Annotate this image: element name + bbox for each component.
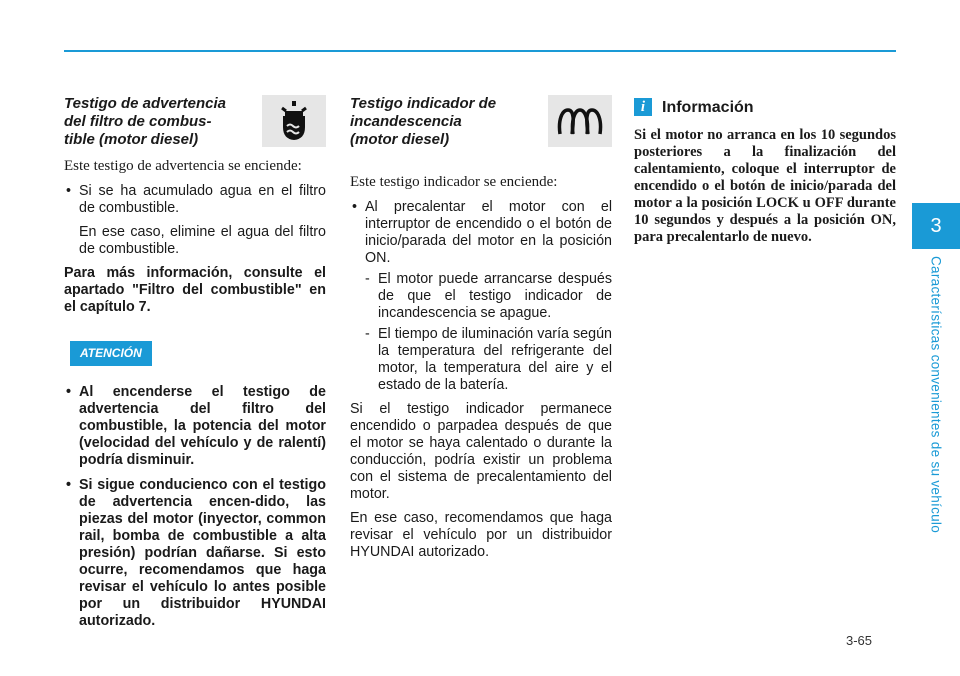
info-title: Información: [662, 98, 754, 116]
caution-label: ATENCIÓN: [70, 341, 152, 366]
title-line: incandescencia: [350, 113, 462, 130]
chapter-number: 3: [930, 214, 942, 237]
caution-bullet: • Al encenderse el testigo de advertencia del filtro del combustible, la potencia del motor (velocidad del vehículo y de ralentí) podría disminuir.: [64, 384, 326, 469]
intro-text: Este testigo de advertencia se enciende:: [64, 158, 302, 174]
section-heading: [350, 95, 612, 147]
paragraph: En ese caso, recomendamos que haga revisar el vehículo por un distribuidor HYUNDAI autorizado.: [350, 510, 612, 560]
section-title: [350, 95, 528, 149]
title-line: del filtro de combus-: [64, 113, 212, 130]
section-heading: [64, 95, 326, 147]
fuel-filter-section: [64, 95, 326, 630]
glow-plug-section: [350, 95, 612, 561]
bullet-item: • Si se ha acumulado agua en el filtro de combustible.: [64, 183, 326, 217]
header-rule: [64, 50, 896, 52]
reference-note: Para más información, consulte el apartado "Filtro del combustible" en el capítulo 7.: [64, 265, 326, 315]
chapter-tab: [912, 203, 960, 249]
title-line: tible (motor diesel): [64, 131, 199, 148]
bullet-item: • Al precalentar el motor con el interruptor de encendido o el botón de inicio/parada del motor en la posición ON.: [350, 199, 612, 267]
info-body: Si el motor no arranca en los 10 segundos posteriores a la finalización del calentamiento, coloque el interruptor de encendido o el botón de inicio/parada del motor a la posición LOCK u OFF durante 10 segundos y después a la posición ON, para precalentarlo de nuevo.: [634, 127, 896, 245]
title-line: (motor diesel): [350, 131, 450, 148]
sub-paragraph: En ese caso, elimine el agua del filtro de combustible.: [79, 224, 326, 257]
info-icon: i: [634, 98, 652, 116]
paragraph: Si el testigo indicador permanece encendido o parpadea después de que el motor se haya calentado o durante la conducción, podría existir un problema con el sistema de precalentamiento del motor.: [350, 401, 612, 502]
chapter-title: Características convenientes de su vehículo: [928, 256, 944, 534]
glow-plug-icon: [548, 95, 612, 147]
dash-item: - El motor puede arrancarse después de que el testigo indicador de incandescencia se apague.: [350, 271, 612, 322]
title-line: Testigo de advertencia: [64, 95, 226, 112]
info-heading: [634, 95, 896, 119]
page-number: 3-65: [846, 633, 873, 648]
info-section: [634, 95, 896, 246]
caution-bullet: • Si sigue conducienco con el testigo de advertencia encen-dido, las piezas del motor (inyector, common rail, bomba de combustible a alta presión) podrían dañarse. Si esto ocurre, recomendamos que haga revisar el vehículo lo antes posible por un distribuidor HYUNDAI autorizado.: [64, 477, 326, 630]
section-title: [64, 95, 242, 149]
title-line: Testigo indicador de: [350, 95, 497, 112]
fuel-filter-water-icon: [262, 95, 326, 147]
dash-item: - El tiempo de iluminación varía según la temperatura del refrigerante del motor, la temperatura del aire y el estado de la batería.: [350, 326, 612, 394]
intro-text: Este testigo indicador se enciende:: [350, 174, 558, 190]
